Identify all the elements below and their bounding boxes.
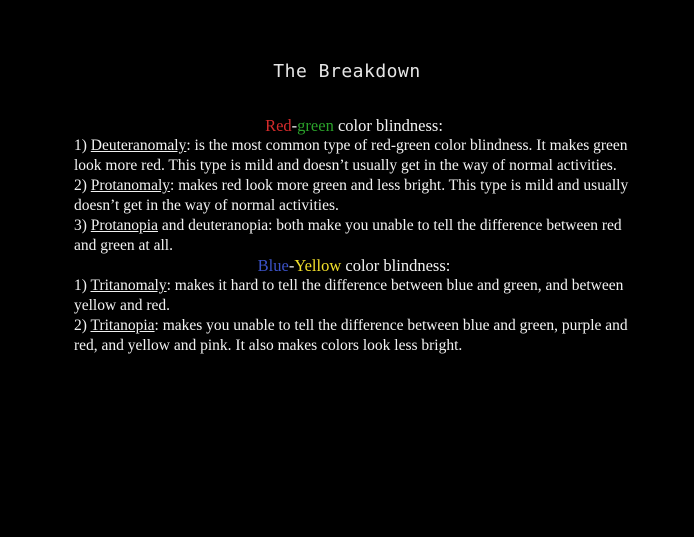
list-item (74, 136, 634, 176)
slide-body (74, 116, 634, 356)
item-term: Tritanopia (90, 317, 155, 334)
item-text: : makes it hard to tell the difference between blue and green, and between yellow and red. (74, 277, 624, 314)
heading-word-red: Red (265, 116, 292, 135)
item-number: 2) (74, 317, 91, 334)
item-number: 1) (74, 137, 91, 154)
heading-word-yellow: Yellow (294, 256, 342, 275)
item-term: Deuteranomaly (90, 137, 187, 154)
item-term: Tritanomaly (90, 277, 167, 294)
page-title: The Breakdown (273, 61, 421, 82)
item-term: Protanopia (90, 217, 158, 234)
heading-word-green: green (297, 116, 334, 135)
item-number: 3) (74, 217, 91, 234)
item-text: and deuteranopia: both make you unable to tell the difference between red and green at all. (74, 217, 622, 254)
heading-dash: - (288, 256, 295, 275)
item-term: Protanomaly (90, 177, 171, 194)
heading-rest: color blindness: (333, 116, 443, 135)
item-text: : is the most common type of red-green color blindness. It makes green look more red. This type is mild and doesn’t usually get in the way of normal activities. (74, 137, 628, 174)
red-green-heading (74, 116, 634, 136)
list-item (74, 216, 634, 256)
list-item (74, 276, 634, 316)
item-text: : makes you unable to tell the difference between blue and green, purple and red, and yellow and pink. It also makes colors look less bright. (74, 317, 628, 354)
heading-rest: color blindness: (341, 256, 451, 275)
list-item (74, 316, 634, 356)
item-number: 2) (74, 177, 91, 194)
item-number: 1) (74, 277, 91, 294)
heading-word-blue: Blue (257, 256, 289, 275)
item-text: : makes red look more green and less bright. This type is mild and usually doesn’t get in the way of normal activities. (74, 177, 629, 214)
blue-yellow-heading (74, 256, 634, 276)
list-item (74, 176, 634, 216)
heading-dash: - (291, 116, 298, 135)
